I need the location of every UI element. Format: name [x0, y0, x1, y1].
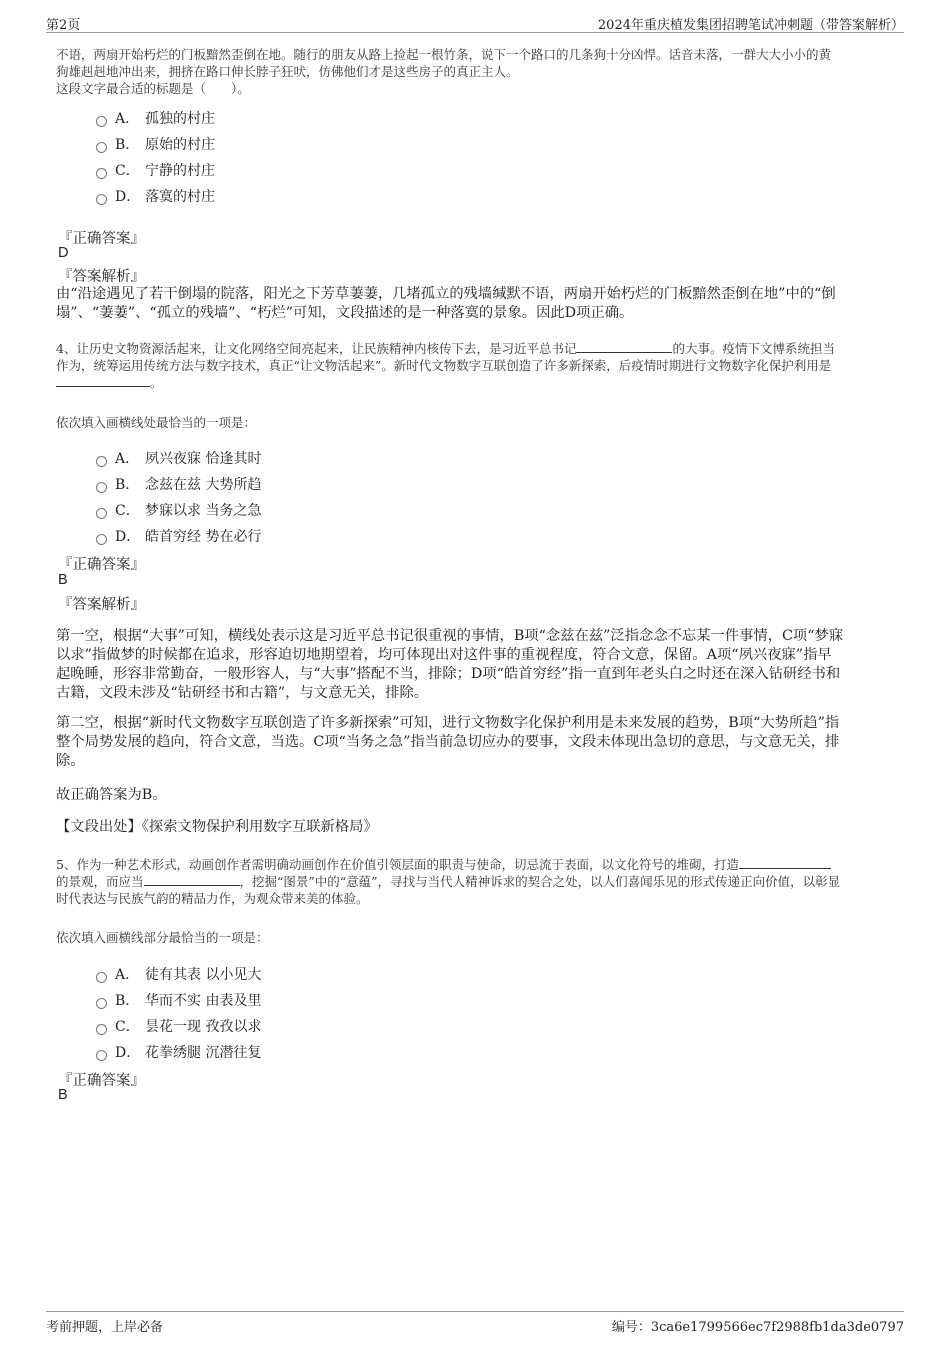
blank-2	[144, 873, 240, 886]
radio-icon[interactable]	[96, 534, 107, 545]
footer-slogan: 考前押题，上岸必备	[46, 1320, 164, 1335]
page-header	[46, 12, 904, 33]
radio-icon[interactable]	[96, 972, 107, 983]
radio-icon[interactable]	[96, 168, 107, 179]
q4-option-a[interactable]: A． 夙兴夜寐 恰逢其时	[96, 448, 261, 468]
radio-icon[interactable]	[96, 1024, 107, 1035]
q5-answer-label: 『正确答案』	[58, 1073, 145, 1089]
q3-answer: D	[58, 245, 69, 261]
q3-analysis-label: 『答案解析』	[58, 269, 145, 285]
q3-option-c[interactable]: C． 宁静的村庄	[96, 160, 215, 180]
q5-answer: B	[58, 1087, 68, 1103]
q5-option-a[interactable]: A． 徒有其表 以小见大	[96, 964, 261, 984]
q4-conclusion: 故正确答案为B。	[56, 787, 167, 803]
q5-option-c[interactable]: C． 昙花一现 孜孜以求	[96, 1016, 261, 1036]
q5-instruction: 依次填入画横线部分最恰当的一项是：	[56, 930, 269, 945]
q3-option-a[interactable]: A． 孤独的村庄	[96, 108, 215, 128]
q5-option-b[interactable]: B． 华而不实 由表及里	[96, 990, 261, 1010]
page-footer	[46, 1311, 904, 1335]
blank-1	[576, 340, 672, 353]
q3-analysis: 由“沿途遇见了若干倒塌的院落，阳光之下芳草萋萋，几堵孤立的残墙缄默不语，两扇开始朽烂的门板黯然歪倒在地”中的“倒 塌”、“萋萋”、“孤立的残墙”、“朽烂”可知，文段描述的是一种落寞的景象。因此D项正确。	[56, 286, 836, 321]
q4-instruction: 依次填入画横线处最恰当的一项是：	[56, 415, 257, 430]
q5-option-d[interactable]: D． 花拳绣腿 沉潜往复	[96, 1042, 261, 1062]
page-number: 第2页	[46, 18, 81, 33]
document-title: 2024年重庆植发集团招聘笔试冲刺题（带答案解析）	[597, 18, 904, 33]
radio-icon[interactable]	[96, 194, 107, 205]
blank-1	[739, 856, 831, 869]
blank-2	[56, 374, 150, 387]
q4-answer: B	[58, 572, 68, 588]
q4-option-d[interactable]: D． 皓首穷经 势在必行	[96, 526, 261, 546]
document-id: 编号：3ca6e1799566ec7f2988fb1da3de0797	[611, 1320, 904, 1335]
q5-stem: 5、作为一种艺术形式，动画创作者需明确动画创作在价值引领层面的职责与使命，切忌流于表面，以文化符号的堆砌，打造 的景观，而应当 ，挖掘“图景”中的“意蕴”，寻找与当代人精神诉求的契合之处，以人们喜闻乐见的形式传递正向价值，以彰显 时代表达与民族气韵的精品力作，为观众带来美的体验。	[56, 857, 841, 906]
q3-passage: 不语，两扇开始朽烂的门板黯然歪倒在地。随行的朋友从路上捡起一根竹条，说下一个路口的几条狗十分凶悍。话音未落，一群大大小小的黄 狗雄赳赳地冲出来，拥挤在路口伸长脖子狂吠，仿佛他们才是这些房子的真正主人。 这段文字最合适的标题是（ ）。	[56, 46, 890, 97]
q3-option-b[interactable]: B． 原始的村庄	[96, 134, 215, 154]
radio-icon[interactable]	[96, 482, 107, 493]
radio-icon[interactable]	[96, 998, 107, 1009]
radio-icon[interactable]	[96, 1050, 107, 1061]
q4-option-b[interactable]: B． 念兹在兹 大势所趋	[96, 474, 261, 494]
q4-analysis-para-2: 第二空，根据“新时代文物数字互联创造了许多新探索”可知，进行文物数字化保护利用是未来发展的趋势，B项“大势所趋”指 整个局势发展的趋向，符合文意，当选。C项“当务之急”指当前急切应办的要事，文段未体现出急切的意思，与文意无关，排 除。	[56, 715, 840, 769]
q4-source: 【文段出处】《探索文物保护利用数字互联新格局》	[56, 819, 378, 835]
q4-analysis-label: 『答案解析』	[58, 597, 145, 613]
q4-stem: 4、让历史文物资源活起来，让文化网络空间亮起来，让民族精神内核传下去，是习近平总书记 的大事。疫情下文博系统担当 作为，统筹运用传统方法与数字技术，真正“让文物活起来”。新时代文物数字互联创造了许多新探索，后疫情时期进行文物数字化保护利用是 。	[56, 341, 835, 390]
radio-icon[interactable]	[96, 116, 107, 127]
radio-icon[interactable]	[96, 456, 107, 467]
q3-option-d[interactable]: D． 落寞的村庄	[96, 186, 215, 206]
q3-question: 这段文字最合适的标题是（ ）。	[56, 81, 250, 96]
q4-analysis-para-1: 第一空，根据“大事”可知，横线处表示这是习近平总书记很重视的事情，B项“念兹在兹”泛指念念不忘某一件事情，C项“梦寐 以求”指做梦的时候都在追求，形容迫切地期望着，均可体现出对这件事的重视程度，符合文意，保留。A项“夙兴夜寐”指早 起晚睡，形容非常勤奋，一般形容人，与“大事”搭配不当，排除；D项“皓首穷经”指一直到年老头白之时还在深入钻研经书和 古籍，文段未涉及“钻研经书和古籍”，与文意无关，排除。	[56, 628, 844, 701]
q4-option-c[interactable]: C． 梦寐以求 当务之急	[96, 500, 261, 520]
q3-answer-label: 『正确答案』	[58, 231, 145, 247]
radio-icon[interactable]	[96, 142, 107, 153]
radio-icon[interactable]	[96, 508, 107, 519]
q4-answer-label: 『正确答案』	[58, 557, 145, 573]
